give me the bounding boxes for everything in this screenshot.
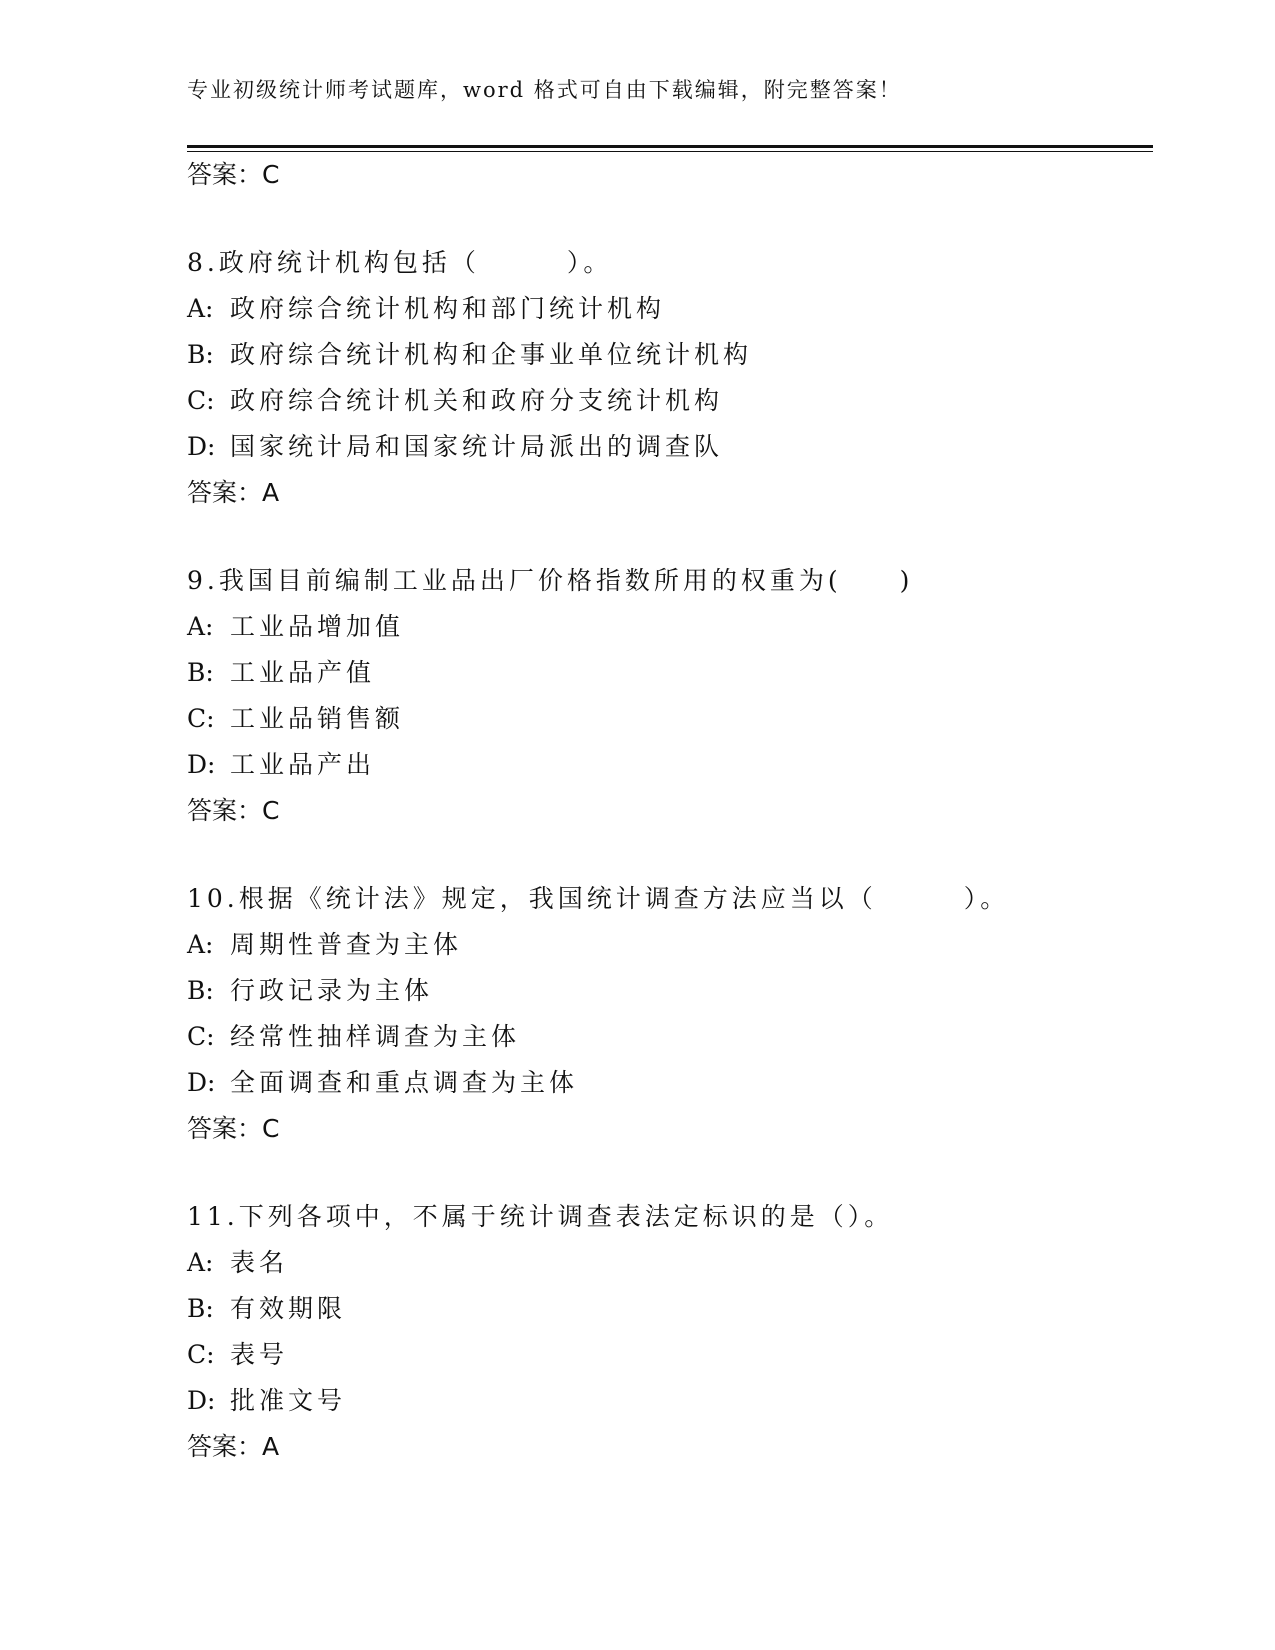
option-letter: D: — [187, 1068, 216, 1097]
option-letter: C: — [187, 1022, 215, 1051]
option-a — [187, 922, 1153, 968]
option-text: 政府综合统计机构和部门统计机构 — [230, 294, 666, 323]
question-11 — [187, 1194, 1153, 1470]
option-b — [187, 332, 1153, 378]
question-8 — [187, 240, 1153, 516]
option-a — [187, 1240, 1153, 1286]
option-text: 工业品产出 — [230, 750, 376, 779]
question-stem: 9.我国目前编制工业品出厂价格指数所用的权重为( ) — [187, 566, 914, 595]
option-d — [187, 1378, 1153, 1424]
option-letter: A: — [187, 1248, 214, 1277]
option-text: 工业品增加值 — [230, 612, 405, 641]
option-c — [187, 378, 1153, 424]
option-letter: A: — [187, 930, 214, 959]
option-letter: B: — [187, 1294, 214, 1323]
option-text: 行政记录为主体 — [230, 976, 434, 1005]
page-header: 专业初级统计师考试题库，word 格式可自由下载编辑，附完整答案！ — [187, 78, 902, 102]
header-divider — [187, 145, 1153, 148]
option-c — [187, 696, 1153, 742]
answer-line: 答案：C — [187, 796, 280, 825]
option-letter: C: — [187, 1340, 215, 1369]
previous-question-answer: 答案：C — [187, 160, 280, 189]
answer-line: 答案：A — [187, 478, 280, 507]
question-stem: 10.根据《统计法》规定，我国统计调查方法应当以（ ）。 — [187, 884, 1010, 913]
option-d — [187, 742, 1153, 788]
question-9 — [187, 558, 1153, 834]
option-letter: C: — [187, 704, 215, 733]
question-stem: 11.下列各项中，不属于统计调查表法定标识的是（）。 — [187, 1202, 894, 1231]
option-text: 全面调查和重点调查为主体 — [230, 1068, 579, 1097]
answer-line: 答案：C — [187, 1114, 280, 1143]
option-text: 工业品产值 — [230, 658, 376, 687]
option-b — [187, 1286, 1153, 1332]
option-letter: D: — [187, 432, 216, 461]
option-text: 工业品销售额 — [230, 704, 405, 733]
option-a — [187, 604, 1153, 650]
option-c — [187, 1014, 1153, 1060]
option-text: 经常性抽样调查为主体 — [230, 1022, 521, 1051]
option-letter: B: — [187, 340, 214, 369]
option-text: 政府综合统计机关和政府分支统计机构 — [230, 386, 724, 415]
question-list — [187, 152, 1153, 1470]
option-text: 国家统计局和国家统计局派出的调查队 — [230, 432, 724, 461]
option-b — [187, 650, 1153, 696]
option-text: 政府综合统计机构和企事业单位统计机构 — [230, 340, 753, 369]
question-stem: 8.政府统计机构包括（ ）。 — [187, 248, 613, 277]
option-text: 批准文号 — [230, 1386, 347, 1415]
option-letter: A: — [187, 612, 214, 641]
option-d — [187, 424, 1153, 470]
option-text: 表号 — [230, 1340, 289, 1369]
option-c — [187, 1332, 1153, 1378]
option-a — [187, 286, 1153, 332]
option-b — [187, 968, 1153, 1014]
option-letter: D: — [187, 750, 216, 779]
question-10 — [187, 876, 1153, 1152]
option-d — [187, 1060, 1153, 1106]
option-letter: C: — [187, 386, 215, 415]
option-letter: B: — [187, 658, 214, 687]
answer-line: 答案：A — [187, 1432, 280, 1461]
option-letter: B: — [187, 976, 214, 1005]
option-letter: D: — [187, 1386, 216, 1415]
option-text: 有效期限 — [230, 1294, 347, 1323]
option-text: 表名 — [230, 1248, 289, 1277]
option-letter: A: — [187, 294, 214, 323]
option-text: 周期性普查为主体 — [230, 930, 463, 959]
